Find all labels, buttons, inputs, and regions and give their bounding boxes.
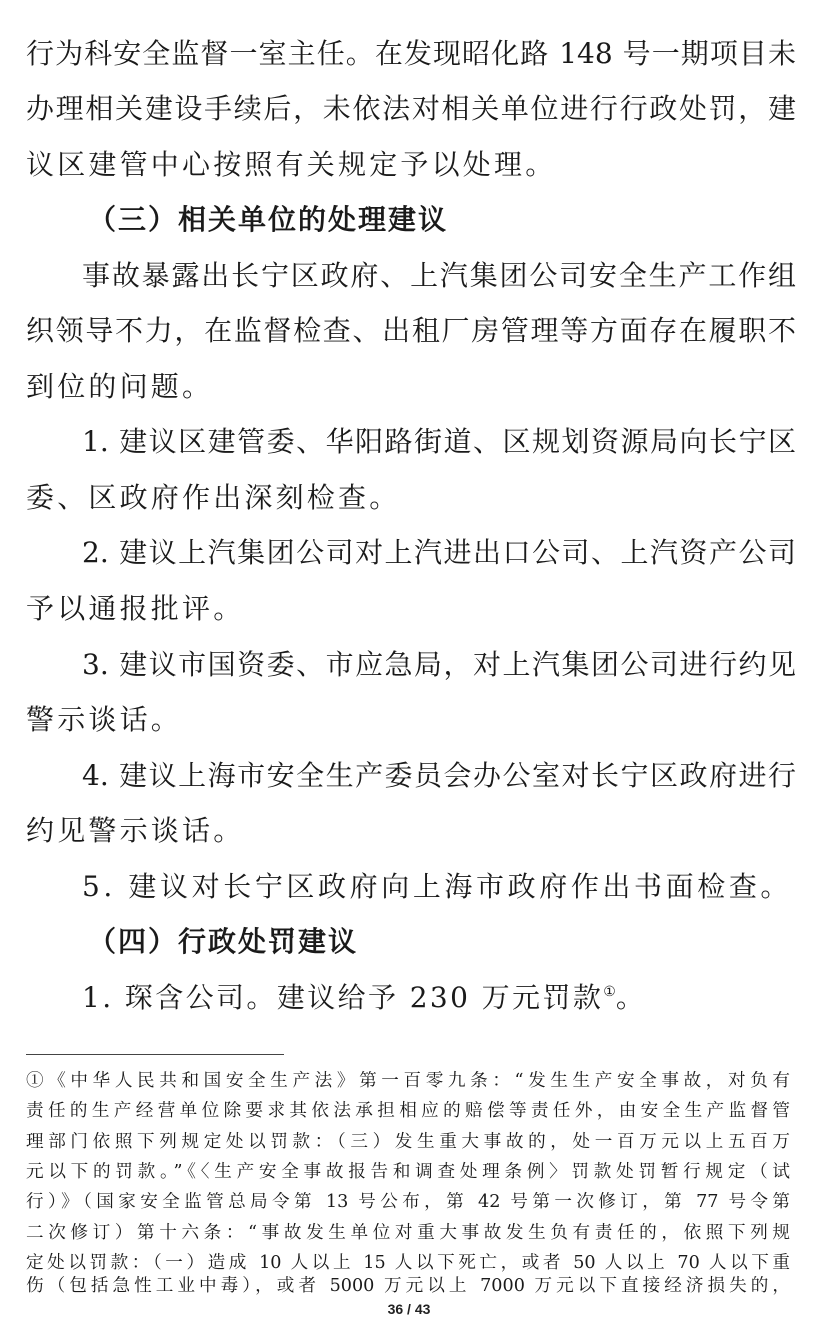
list-item-cont: 约见警示谈话。: [26, 814, 245, 847]
list-item: 5. 建议对长宁区政府向上海市政府作出书面检查。: [82, 870, 793, 903]
list-item: 4. 建议上海市安全生产委员会办公室对长宁区政府进行: [82, 759, 796, 792]
body-line: 行为科安全监督一室主任。在发现昭化路 148 号一期项目未: [26, 37, 796, 70]
body-line: 议区建管中心按照有关规定予以处理。: [26, 148, 557, 181]
list-item: 3. 建议市国资委、市应急局，对上汽集团公司进行约见: [82, 648, 796, 681]
footnote-line: 责任的生产经营单位除要求其依法承担相应的赔偿等责任外，由安全生产监督管: [26, 1101, 790, 1121]
page-number: 36 / 43: [387, 1301, 431, 1317]
footnote-separator: [26, 1054, 284, 1055]
list-item-cont: 委、区政府作出深刻检查。: [26, 481, 401, 514]
list-item-cont: 警示谈话。: [26, 703, 183, 736]
penalty-line: [82, 978, 796, 1018]
body-line: 事故暴露出长宁区政府、上汽集团公司安全生产工作组: [82, 259, 796, 292]
list-item: 1. 建议区建管委、华阳路街道、区规划资源局向长宁区: [82, 425, 796, 458]
footnote-line: ①《中华人民共和国安全生产法》第一百零九条：“发生生产安全事故，对负有: [26, 1071, 790, 1091]
footnote-line: 理部门依照下列规定处以罚款：（三）发生重大事故的，处一百万元以上五百万: [26, 1132, 790, 1152]
footnote-line: 定处以罚款：（一）造成 10 人以上 15 人以下死亡，或者 50 人以上 70 人以下重: [26, 1253, 790, 1273]
footnote-ref[interactable]: ①: [603, 984, 616, 1000]
section-heading-4: （四）行政处罚建议: [88, 925, 359, 958]
footnote-line: 元以下的罚款。”《〈生产安全事故报告和调查处理条例〉罚款处罚暂行规定（试: [26, 1162, 790, 1182]
penalty-text: 1. 琛含公司。建议给予 230 万元罚款: [82, 981, 604, 1014]
footnote-line: 伤（包括急性工业中毒），或者 5000 万元以上 7000 万元以下直接经济损失的，: [26, 1276, 790, 1296]
footnote-line: 二次修订）第十六条：“事故发生单位对重大事故发生负有责任的，依照下列规: [26, 1223, 790, 1243]
body-line: 到位的问题。: [26, 370, 214, 403]
section-heading-3: （三）相关单位的处理建议: [88, 203, 449, 236]
body-line: 办理相关建设手续后，未依法对相关单位进行行政处罚，建: [26, 92, 796, 125]
list-item: 2. 建议上汽集团公司对上汽进出口公司、上汽资产公司: [82, 536, 796, 569]
penalty-end: 。: [615, 981, 647, 1014]
footnote-line: 行）》（国家安全监管总局令第 13 号公布，第 42 号第一次修订，第 77 号令第: [26, 1192, 790, 1212]
list-item-cont: 予以通报批评。: [26, 592, 245, 625]
body-line: 织领导不力，在监督检查、出租厂房管理等方面存在履职不: [26, 314, 796, 347]
